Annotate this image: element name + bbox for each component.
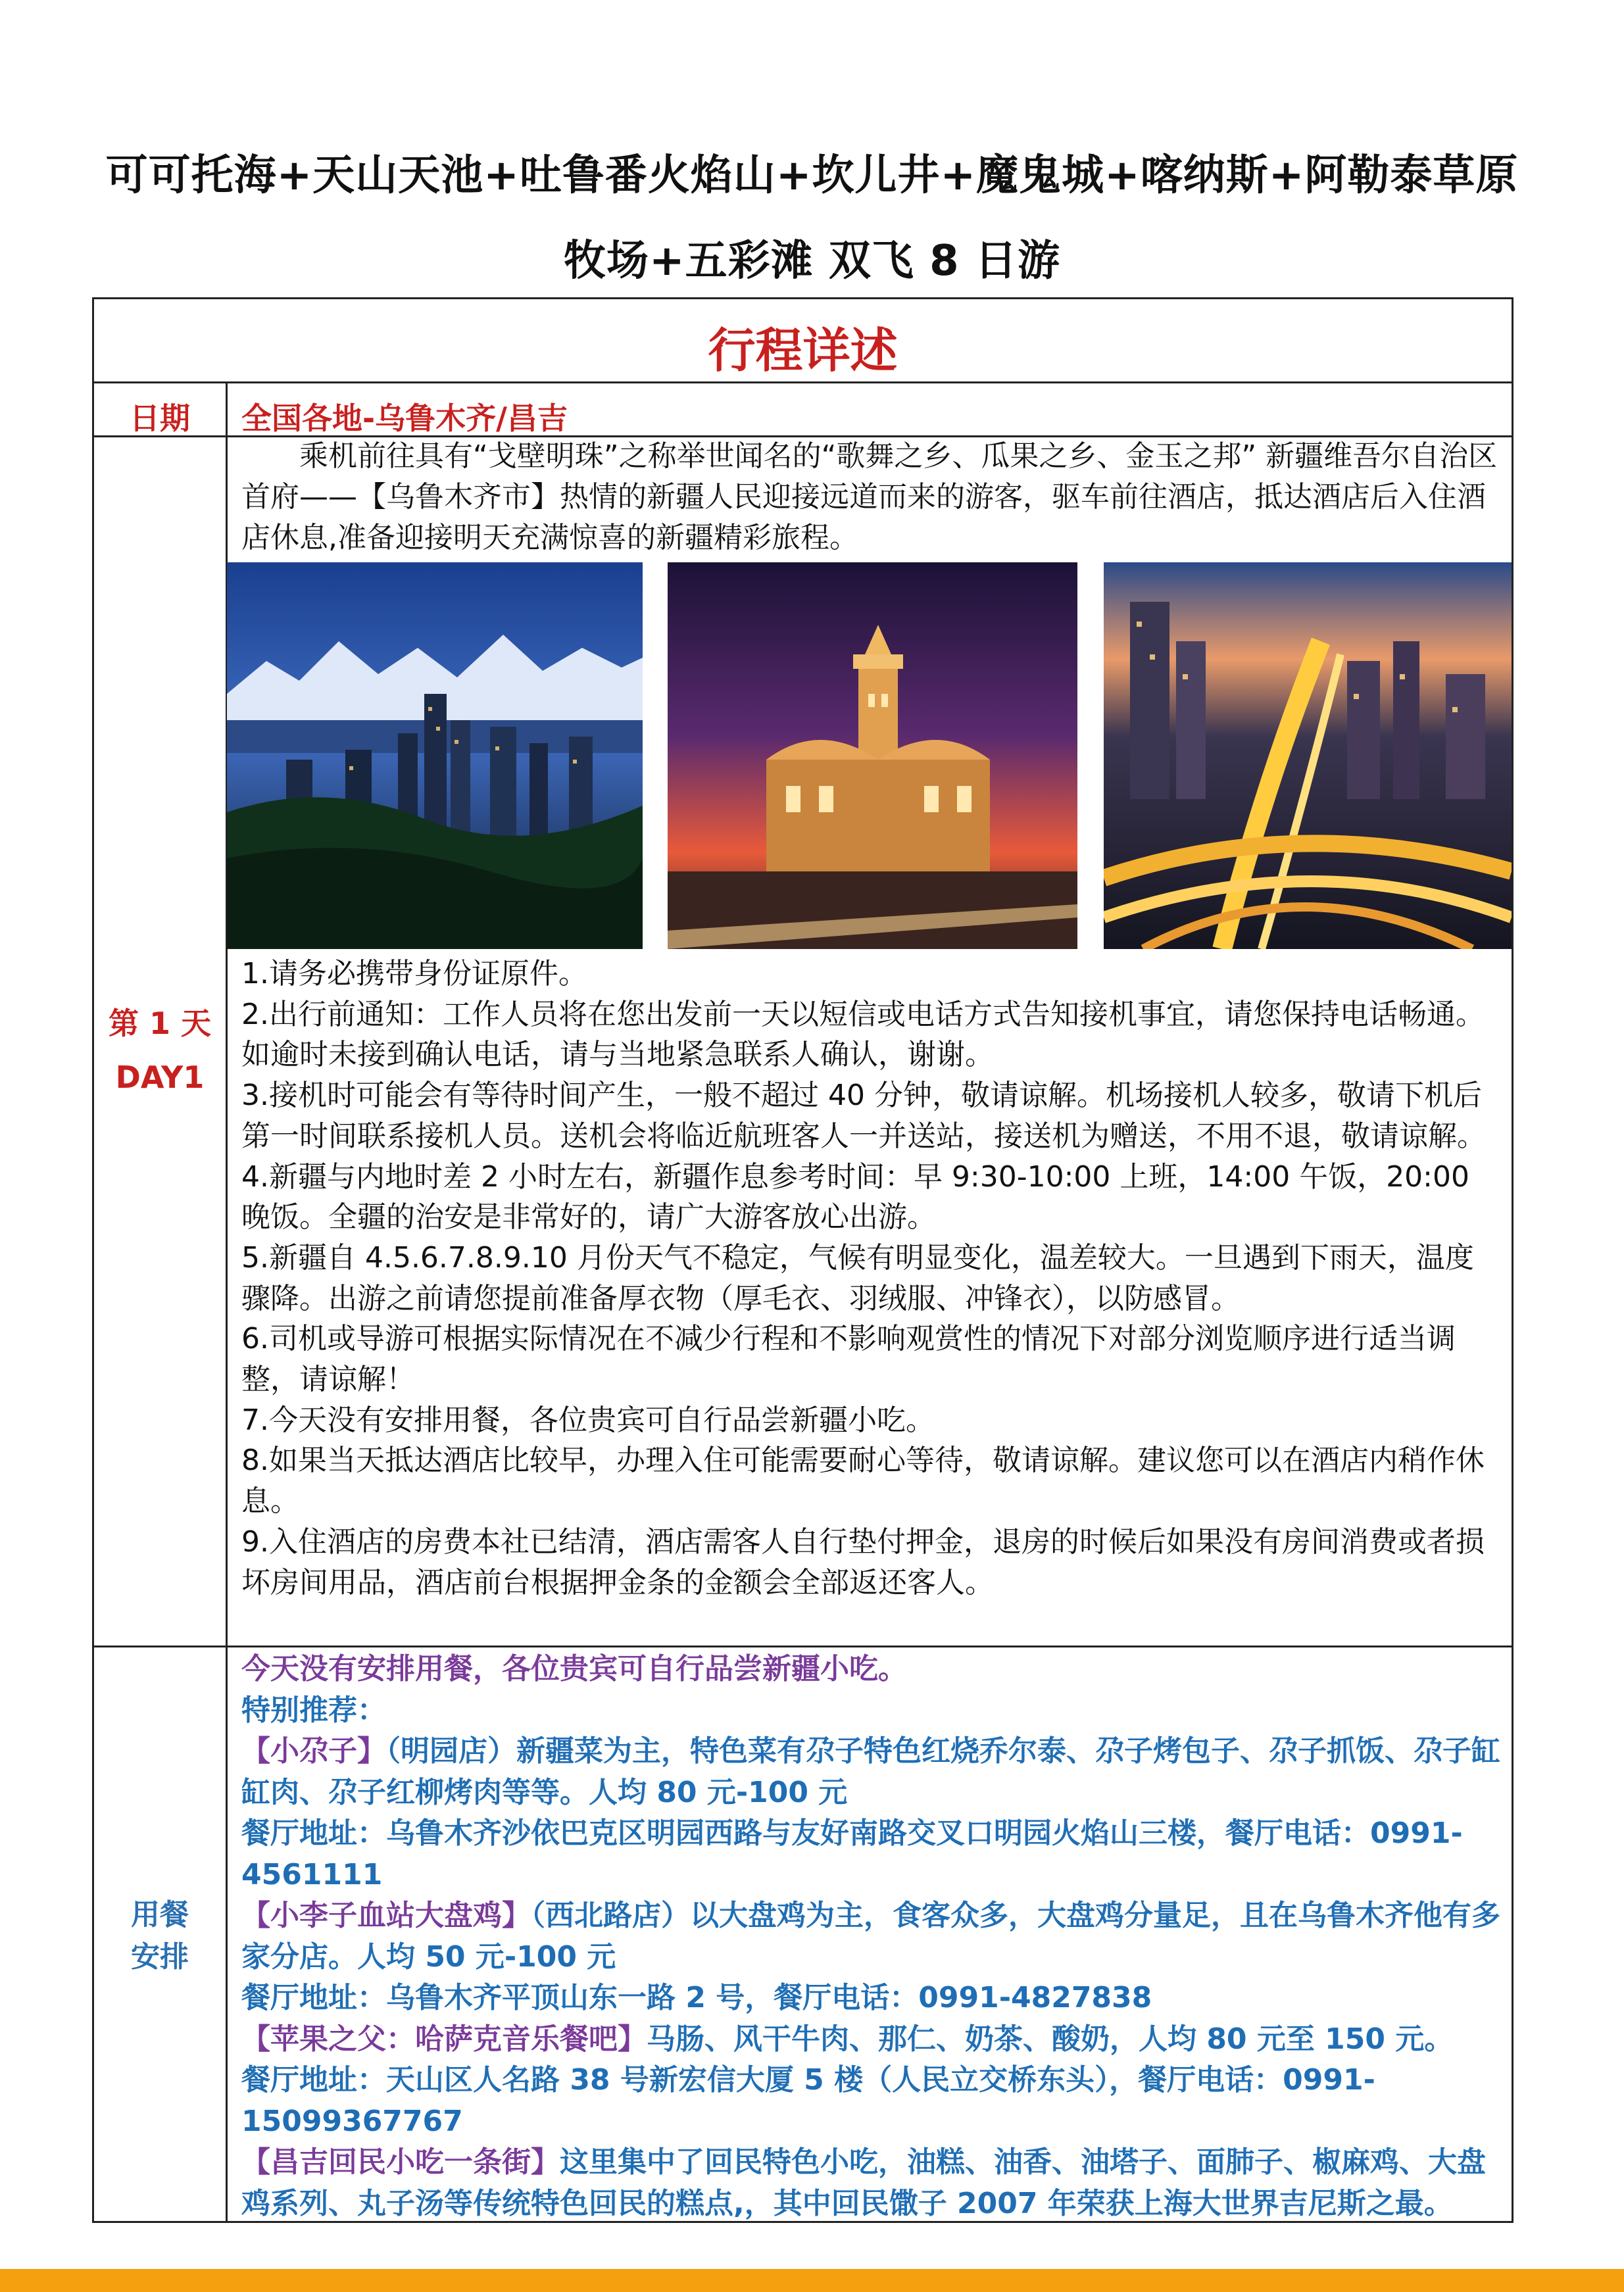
urumqi-skyline-photo	[227, 562, 643, 949]
note-item: 4.新疆与内地时差 2 小时左右，新疆作息参考时间：早 9:30-10:00 上班，14:00 午饭，20:00 晚饭。全疆的治安是非常好的，请广大游客放心出游。	[241, 1159, 1469, 1234]
grand-bazaar-photo	[668, 562, 1077, 949]
note-item: 5.新疆自 4.5.6.7.8.9.10 月份天气不稳定，气候有明显变化，温差较大。一旦遇到下雨天，温度骤降。出游之前请您提前准备厚衣物（厚毛衣、羽绒服、冲锋衣），以防感冒。	[241, 1240, 1474, 1315]
restaurant-name: 【昌吉回民小吃一条街】	[241, 2145, 560, 2179]
meal-label-line2: 安排	[131, 1940, 189, 1974]
footer-bar	[0, 2269, 1624, 2292]
restaurant-address: 餐厅地址：天山区人名路 38 号新宏信大厦 5 楼（人民立交桥东头），餐厅电话：0991-15099367767	[241, 2063, 1375, 2138]
restaurant-desc: 马肠、风干牛肉、那仁、奶茶、酸奶，人均 80 元至 150 元。	[647, 2022, 1454, 2056]
restaurant-desc: （西北路店）以大盘鸡为主，食客众多，大盘鸡分量足，且在乌鲁木齐他有多家分店。人均 50 元-100 元	[241, 1899, 1500, 1974]
table-divider	[92, 1646, 1513, 1647]
section-title: 行程详述	[708, 323, 898, 378]
document-title-line2: 牧场+五彩滩 双飞 8 日游	[564, 237, 1060, 285]
note-item: 9.入住酒店的房费本社已结清，酒店需客人自行垫付押金，退房的时候后如果没有房间消费或者损坏房间用品，酒店前台根据押金条的金额会全部返还客人。	[241, 1524, 1485, 1599]
table-divider	[92, 381, 1513, 383]
restaurant-name: 【苹果之父：哈萨克音乐餐吧】	[241, 2022, 647, 2056]
meal-label-line1: 用餐	[131, 1898, 189, 1932]
note-item: 3.接机时可能会有等待时间产生，一般不超过 40 分钟，敬请谅解。机场接机人较多，敬请下机后第一时间联系接机人员。送机会将临近航班客人一并送站，接送机为赠送，不用不退，敬请谅解。	[241, 1079, 1486, 1153]
document-title-line1: 可可托海+天山天池+吐鲁番火焰山+坎儿井+魔鬼城+喀纳斯+阿勒泰草原	[105, 151, 1519, 200]
route-text: 全国各地-乌鲁木齐/昌吉	[241, 401, 568, 436]
travel-notes	[241, 954, 1501, 1603]
city-night-interchange-photo	[1104, 562, 1512, 949]
day-label-cn: 第 1 天	[108, 1006, 212, 1041]
restaurant-name: 【小尕子】	[241, 1734, 386, 1768]
meal-label	[94, 1894, 226, 1978]
day-label	[94, 996, 226, 1104]
day-label-en: DAY1	[115, 1060, 205, 1095]
note-item: 2.出行前通知：工作人员将在您出发前一天以短信或电话方式告知接机事宜，请您保持电话畅通。如逾时未接到确认电话，请与当地紧急联系人确认，谢谢。	[241, 997, 1485, 1072]
note-item: 1.请务必携带身份证原件。	[241, 957, 587, 990]
meal-recommend-heading: 特别推荐：	[241, 1693, 386, 1727]
day-intro: 乘机前往具有“戈壁明珠”之称举世闻名的“歌舞之乡、瓜果之乡、金玉之邦” 新疆维吾尔自治区首府——【乌鲁木齐市】热情的新疆人民迎接远道而来的游客，驱车前往酒店，抵达酒店后入住酒店休息,准备迎接明天充满惊喜的新疆精彩旅程。	[241, 439, 1498, 554]
note-item: 6.司机或导游可根据实际情况在不减少行程和不影响观赏性的情况下对部分浏览顺序进行适当调整，请谅解！	[241, 1322, 1456, 1397]
restaurant-address: 餐厅地址：乌鲁木齐沙依巴克区明园西路与友好南路交叉口明园火焰山三楼，餐厅电话：0991-4561111	[241, 1817, 1463, 1891]
note-item: 8.如果当天抵达酒店比较早，办理入住可能需要耐心等待，敬请谅解。建议您可以在酒店内稍作休息。	[241, 1444, 1485, 1519]
restaurant-name: 【小李子血站大盘鸡】	[241, 1899, 531, 1932]
note-item: 7.今天没有安排用餐，各位贵宾可自行品尝新疆小吃。	[241, 1403, 935, 1437]
date-label: 日期	[130, 401, 190, 436]
restaurant-address: 餐厅地址：乌鲁木齐平顶山东一路 2 号，餐厅电话：0991-4827838	[241, 1981, 1152, 2014]
restaurant-desc: （明园店）新疆菜为主，特色菜有尕子特色红烧乔尔泰、尕子烤包子、尕子抓饭、尕子缸缸肉、尕子红柳烤肉等等。人均 80 元-100 元	[241, 1734, 1500, 1809]
restaurant-desc: 这里集中了回民特色小吃，油糕、油香、油塔子、面肺子、椒麻鸡、大盘鸡系列、丸子汤等传统特色回民的糕点,，其中回民馓子 2007 年荣获上海大世界吉尼斯之最。	[241, 2145, 1486, 2220]
meal-intro: 今天没有安排用餐，各位贵宾可自行品尝新疆小吃。	[241, 1652, 907, 1686]
meal-recommendations	[241, 1649, 1501, 2224]
